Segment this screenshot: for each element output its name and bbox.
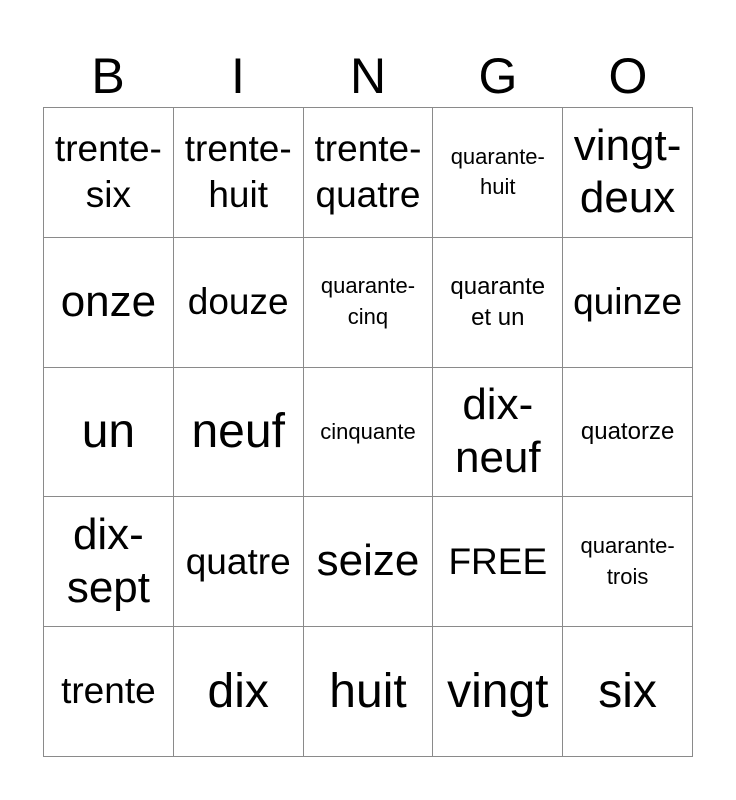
bingo-cell[interactable] [563,108,693,238]
bingo-cell[interactable] [174,497,304,627]
cell-text: six [598,665,657,718]
bingo-cell[interactable] [563,368,693,498]
header-letter-b: B [91,48,125,104]
cell-text: quarante et un [450,273,546,332]
bingo-cell[interactable] [174,238,304,368]
bingo-cell[interactable] [44,108,174,238]
bingo-cell[interactable] [44,238,174,368]
header-letter-g: G [478,48,518,104]
cell-text: douze [187,281,289,323]
bingo-cell[interactable] [304,627,434,757]
bingo-cell[interactable] [304,238,434,368]
bingo-cell[interactable] [174,368,304,498]
cell-text: cinquante [320,418,416,444]
cell-text: trente- quatre [314,128,422,216]
cell-text: trente [61,670,156,712]
bingo-board [43,107,693,757]
bingo-cell[interactable] [44,368,174,498]
cell-text: trente- six [54,128,162,216]
cell-text: seize [316,536,420,586]
cell-text: quinze [573,281,683,323]
cell-text: dix [207,665,269,718]
bingo-cell[interactable] [563,497,693,627]
cell-text: dix- neuf [454,380,541,482]
cell-text: quarante- cinq [320,273,416,330]
free-space-text: FREE [448,540,548,582]
bingo-cell[interactable] [304,108,434,238]
cell-text: quarante- trois [580,532,675,589]
bingo-cell[interactable] [174,108,304,238]
bingo-cell[interactable] [433,368,563,498]
bingo-cell[interactable] [433,627,563,757]
bingo-header [43,44,693,108]
bingo-cell[interactable] [174,627,304,757]
cell-text: quarante- huit [450,143,545,200]
cell-text: vingt- deux [573,120,682,223]
cell-text: quatorze [580,418,675,446]
bingo-cell[interactable] [433,238,563,368]
cell-text: dix- sept [66,509,150,612]
bingo-cell[interactable] [44,627,174,757]
bingo-cell[interactable] [433,108,563,238]
cell-text: neuf [191,405,285,459]
bingo-cell[interactable] [563,627,693,757]
cell-text: vingt [447,665,549,718]
cell-text: onze [60,276,157,326]
header-letter-i: I [231,48,245,104]
cell-text: huit [329,665,407,718]
bingo-cell[interactable] [304,497,434,627]
free-space[interactable] [433,497,563,627]
header-letter-o: O [608,48,648,104]
header-letter-n: N [349,48,387,104]
cell-text: trente- huit [184,128,292,216]
bingo-cell[interactable] [563,238,693,368]
bingo-cell[interactable] [44,497,174,627]
bingo-cell[interactable] [304,368,434,498]
cell-text: un [81,405,136,459]
cell-text: quatre [185,540,291,582]
